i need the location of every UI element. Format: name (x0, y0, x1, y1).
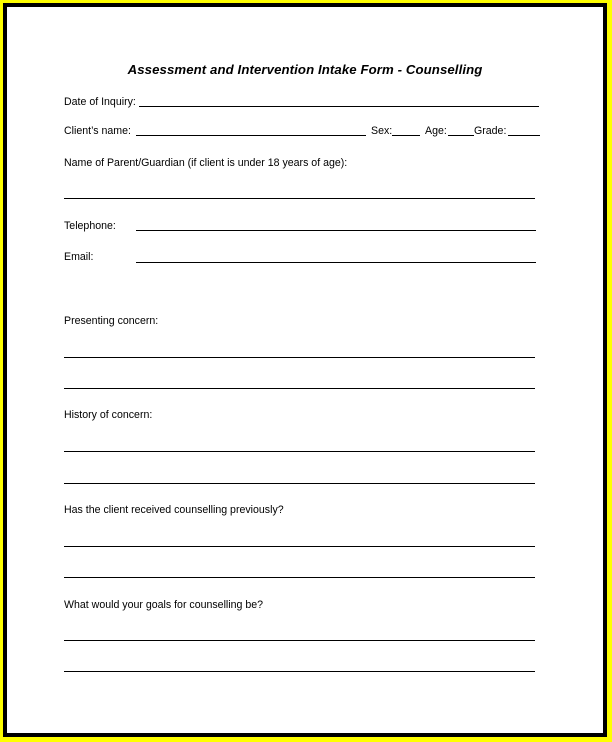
parent-guardian-line[interactable] (64, 198, 535, 199)
presenting-concern-label: Presenting concern: (64, 315, 159, 327)
presenting-concern-line-1[interactable] (64, 357, 535, 358)
history-of-concern-line-1[interactable] (64, 451, 535, 452)
goals-line-2[interactable] (64, 671, 535, 672)
history-of-concern-label: History of concern: (64, 409, 153, 421)
received-counselling-label: Has the client received counselling previously? (64, 504, 284, 516)
goals-label: What would your goals for counselling be? (64, 599, 264, 611)
grade-label: Grade: (474, 125, 507, 137)
sex-label: Sex: (371, 125, 393, 137)
age-line[interactable] (448, 135, 474, 136)
email-line[interactable] (136, 262, 536, 263)
form-title: Assessment and Intervention Intake Form - Counselling (127, 62, 483, 77)
received-counselling-line-1[interactable] (64, 546, 535, 547)
telephone-label: Telephone: (64, 220, 116, 232)
date-of-inquiry-label: Date of Inquiry: (64, 96, 136, 108)
sex-line[interactable] (392, 135, 420, 136)
parent-guardian-label: Name of Parent/Guardian (if client is under 18 years of age): (64, 157, 348, 169)
history-of-concern-line-2[interactable] (64, 483, 535, 484)
received-counselling-line-2[interactable] (64, 577, 535, 578)
telephone-line[interactable] (136, 230, 536, 231)
client-name-line[interactable] (136, 135, 366, 136)
date-of-inquiry-line[interactable] (139, 106, 539, 107)
form-page (7, 7, 603, 733)
client-name-label: Client’s name: (64, 125, 131, 137)
presenting-concern-line-2[interactable] (64, 388, 535, 389)
email-label: Email: (64, 251, 94, 263)
grade-line[interactable] (508, 135, 540, 136)
goals-line-1[interactable] (64, 640, 535, 641)
age-label: Age: (425, 125, 447, 137)
